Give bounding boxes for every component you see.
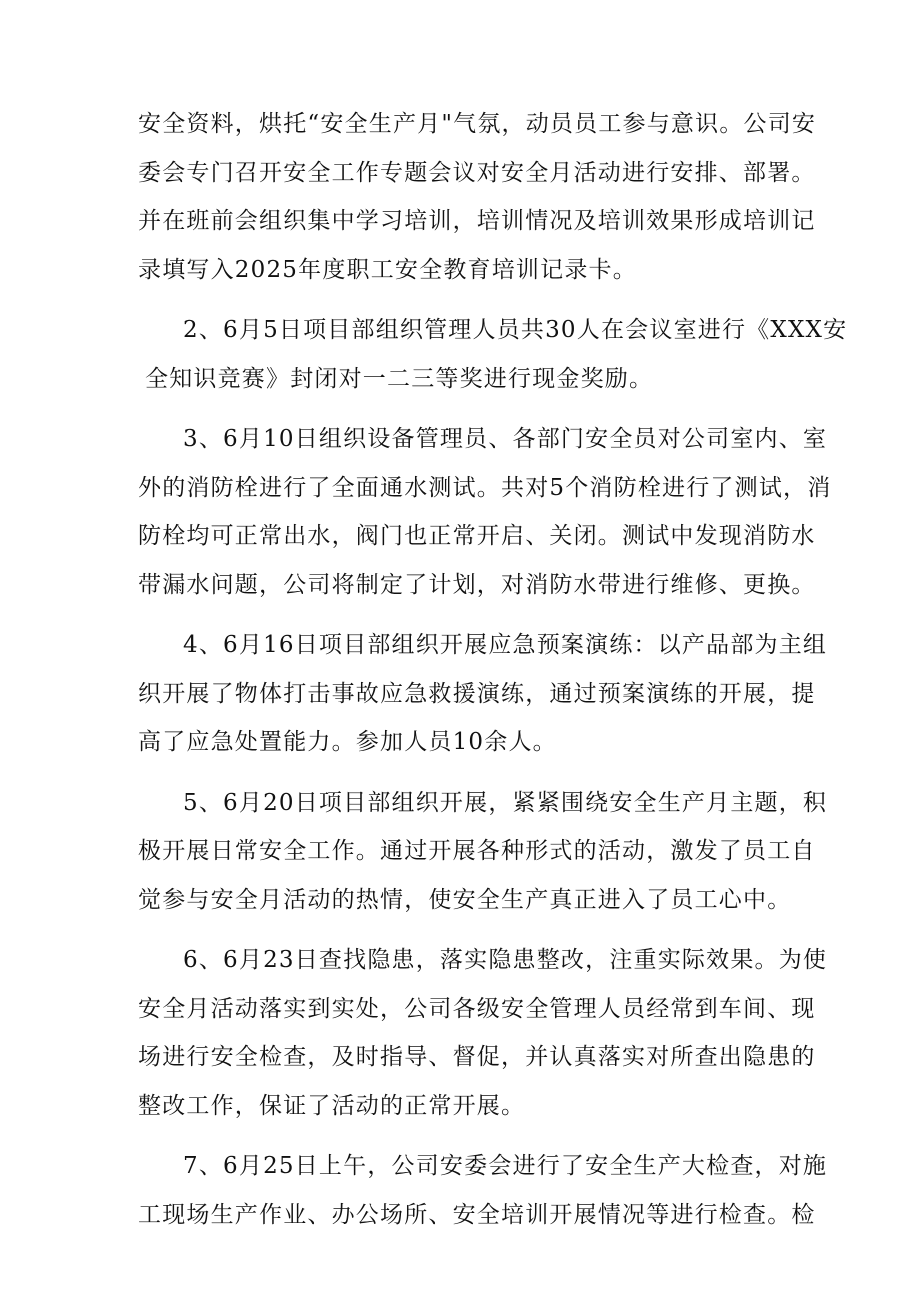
paragraph-item-3 bbox=[138, 415, 832, 609]
text-line: 录填写入2025年度职工安全教育培训记录卡。 bbox=[138, 256, 637, 283]
text-line: 并在班前会组织集中学习培训，培训情况及培训效果形成培训记 bbox=[138, 208, 816, 234]
text-line: 高了应急处置能力。参加人员10余人。 bbox=[138, 729, 557, 755]
text-line: 5、6月20日项目部组织开展，紧紧围绕安全生产月主题，积 bbox=[183, 789, 828, 816]
text-line: 安全月活动落实到实处，公司各级安全管理人员经常到车间、现 bbox=[138, 995, 816, 1022]
document-body bbox=[138, 100, 848, 1239]
text-line: 外的消防栓进行了全面通水测试。共对5个消防栓进行了测试，消 bbox=[138, 474, 832, 501]
text-line: 防栓均可正常出水，阀门也正常开启、关闭。测试中发现消防水 bbox=[138, 523, 816, 549]
text-line: 工现场生产作业、办公场所、安全培训开展情况等进行检查。检 bbox=[138, 1201, 816, 1228]
text-line: 场进行安全检查，及时指导、督促，并认真落实对所查出隐患的 bbox=[138, 1044, 816, 1070]
paragraph-item-2 bbox=[138, 306, 848, 403]
text-line: 委会专门召开安全工作专题会议对安全月活动进行安排、部署。 bbox=[138, 159, 816, 186]
text-line: 整改工作，保证了活动的正常开展。 bbox=[138, 1092, 526, 1119]
text-line: 6、6月23日查找隐患，落实隐患整改，注重实际效果。为使 bbox=[183, 947, 828, 973]
text-line: 4、6月16日项目部组织开展应急预案演练：以产品部为主组 bbox=[183, 632, 828, 658]
text-line: 3、6月10日组织设备管理员、各部门安全员对公司室内、室 bbox=[183, 426, 828, 452]
paragraph-item-4 bbox=[138, 621, 828, 767]
text-line: 全知识竞赛》封闭对一二三等奖进行现金奖励。 bbox=[145, 365, 654, 392]
text-line: 安全资料，烘托“安全生产月"气氛，动员员工参与意识。公司安 bbox=[138, 111, 817, 137]
text-line: 2、6月5日项目部组织管理人员共30人在会议室进行《XXX安 bbox=[183, 317, 848, 343]
paragraph-continuation bbox=[138, 100, 817, 294]
paragraph-item-6 bbox=[138, 936, 828, 1130]
text-line: 7、6月25日上午，公司安委会进行了安全生产大检查，对施 bbox=[183, 1153, 828, 1179]
text-line: 觉参与安全月活动的热情，使安全生产真正进入了员工心中。 bbox=[138, 886, 792, 913]
text-line: 极开展日常安全工作。通过开展各种形式的活动，激发了员工自 bbox=[138, 838, 816, 864]
paragraph-item-7 bbox=[138, 1142, 828, 1239]
text-line: 织开展了物体打击事故应急救援演练，通过预案演练的开展，提 bbox=[138, 680, 816, 707]
paragraph-item-5 bbox=[138, 779, 828, 925]
text-line: 带漏水问题，公司将制定了计划，对消防水带进行维修、更换。 bbox=[138, 571, 816, 598]
